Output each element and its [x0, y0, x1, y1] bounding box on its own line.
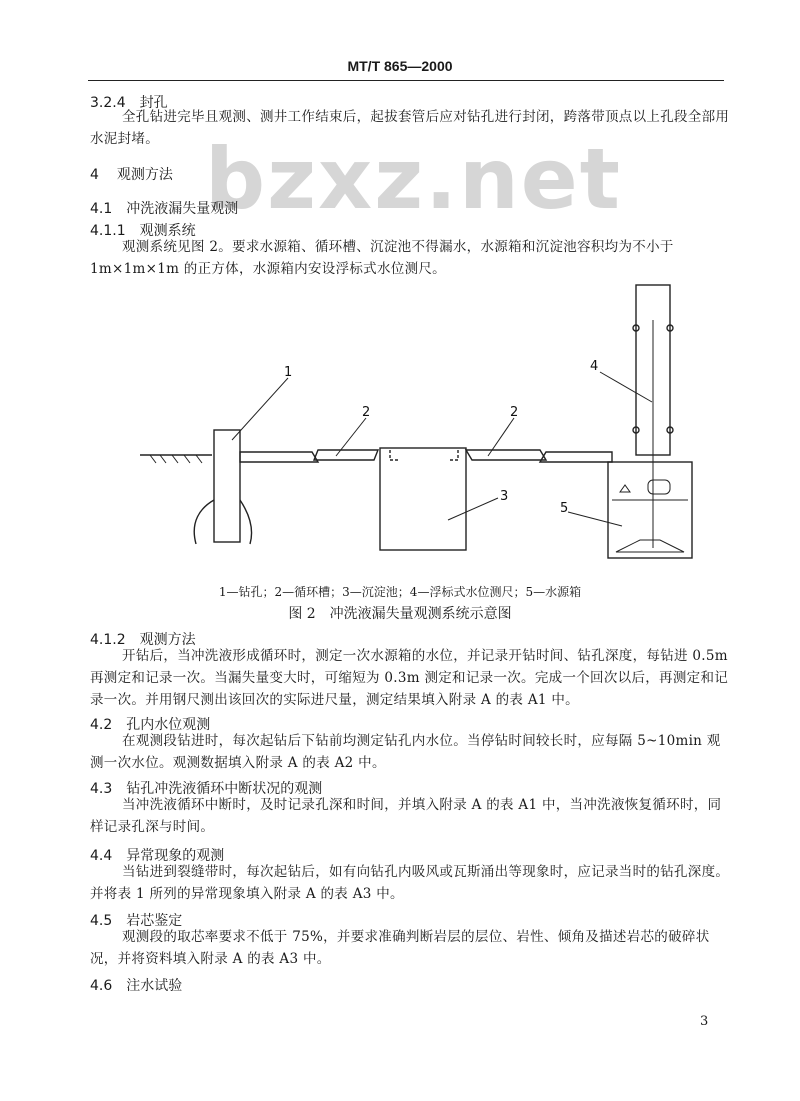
- tank-inlets: [390, 450, 458, 460]
- section-title: 观测方法: [139, 632, 196, 648]
- section-number: 4.2: [90, 717, 113, 733]
- section-title: 异常现象的观测: [126, 848, 225, 864]
- watermark: bzxz.net: [205, 130, 622, 228]
- section-number: 4.1.1: [90, 223, 126, 239]
- box-base: [616, 540, 684, 552]
- document-code: MT/T 865—2000: [347, 58, 453, 74]
- label-5: 5: [560, 501, 569, 516]
- paragraph-4-1-2: 开钻后，当冲洗液形成循环时，测定一次水源箱的水位，并记录开钻时间、钻孔深度，每钻进 0.5m 再测定和记录一次。当漏失量变大时，可缩短为 0.3m 测定和记录一次。完成一个回次以后，再测定和记录一次。并用钢尺测出该回次的实际进尺量，测定结果填入附录 A 的表 A1 中。: [90, 648, 729, 708]
- section-title: 岩芯鉴定: [126, 913, 183, 929]
- section-title: 冲洗液漏失量观测: [126, 201, 239, 217]
- section-title: 注水试验: [126, 978, 183, 994]
- section-number: 4.6: [90, 978, 113, 994]
- trough-segment: [466, 450, 546, 460]
- section-number: 4.5: [90, 913, 113, 929]
- borehole: [214, 430, 240, 542]
- float: [648, 480, 670, 494]
- paragraph-3-2-4: 全孔钻进完毕且观测、测井工作结束后，起拔套管后应对钻孔进行封闭，跨落带顶点以上孔段全部用水泥封堵。: [90, 109, 730, 147]
- page-number: 3: [700, 1014, 709, 1029]
- paragraph-4-2: 在观测段钻进时，每次起钻后下钻前均测定钻孔内水位。当停钻时间较长时，应每隔 5~10min 观测一次水位。观测数据填入附录 A 的表 A2 中。: [90, 733, 721, 771]
- section-number: 4.3: [90, 781, 113, 797]
- label-2: 2: [362, 405, 371, 420]
- leader-1: [232, 378, 288, 440]
- figure-legend: 1—钻孔；2—循环槽；3—沉淀池；4—浮标式水位测尺；5—水源箱: [218, 585, 582, 599]
- section-title: 封孔: [139, 95, 168, 111]
- heading-4-6: [90, 975, 182, 995]
- label-1: 1: [284, 365, 293, 380]
- trough-segment: [314, 450, 378, 460]
- leader-3: [448, 498, 498, 520]
- paragraph-4-5: 观测段的取芯率要求不低于 75%，并要求准确判断岩层的层位、岩性、倾角及描述岩芯的破碎状况，并将资料填入附录 A 的表 A3 中。: [90, 929, 710, 967]
- trough-segment-left: [240, 452, 318, 462]
- section-number: 4.1.2: [90, 632, 126, 648]
- settling-tank: [380, 448, 466, 550]
- section-title: 观测方法: [116, 167, 173, 183]
- section-number: 3.2.4: [90, 95, 126, 111]
- paragraph-4-1-1: 观测系统见图 2。要求水源箱、循环槽、沉淀池不得漏水，水源箱和沉淀池容积均为不小于 1m×1m×1m 的正方体，水源箱内安设浮标式水位测尺。: [90, 239, 674, 277]
- leader-5: [568, 512, 622, 526]
- section-title: 钻孔冲洗液循环中断状况的观测: [126, 781, 323, 797]
- label-4: 4: [590, 359, 599, 374]
- ground-hatch: [150, 455, 202, 463]
- label-2: 2: [510, 405, 519, 420]
- section-number: 4: [90, 167, 99, 183]
- section-title: 观测系统: [139, 223, 196, 239]
- figure-title: 图 2 冲洗液漏失量观测系统示意图: [288, 606, 512, 622]
- trough-segment-right: [540, 452, 612, 462]
- leader-4: [600, 372, 652, 402]
- paragraph-4-3: 当冲洗液循环中断时，及时记录孔深和时间，并填入附录 A 的表 A1 中，当冲洗液恢复循环时，同样记录孔深与时间。: [90, 797, 722, 835]
- paragraph-4-4: 当钻进到裂缝带时，每次起钻后，如有向钻孔内吸风或瓦斯涌出等现象时，应记录当时的钻孔深度。并将表 1 所列的异常现象填入附录 A 的表 A3 中。: [90, 864, 730, 902]
- water-level-mark: [620, 485, 630, 492]
- label-3: 3: [500, 489, 509, 504]
- borehole-ground: [194, 500, 251, 544]
- section-number: 4.1: [90, 201, 113, 217]
- water-source-box: [608, 462, 692, 558]
- section-title: 孔内水位观测: [126, 717, 211, 733]
- section-number: 4.4: [90, 848, 113, 864]
